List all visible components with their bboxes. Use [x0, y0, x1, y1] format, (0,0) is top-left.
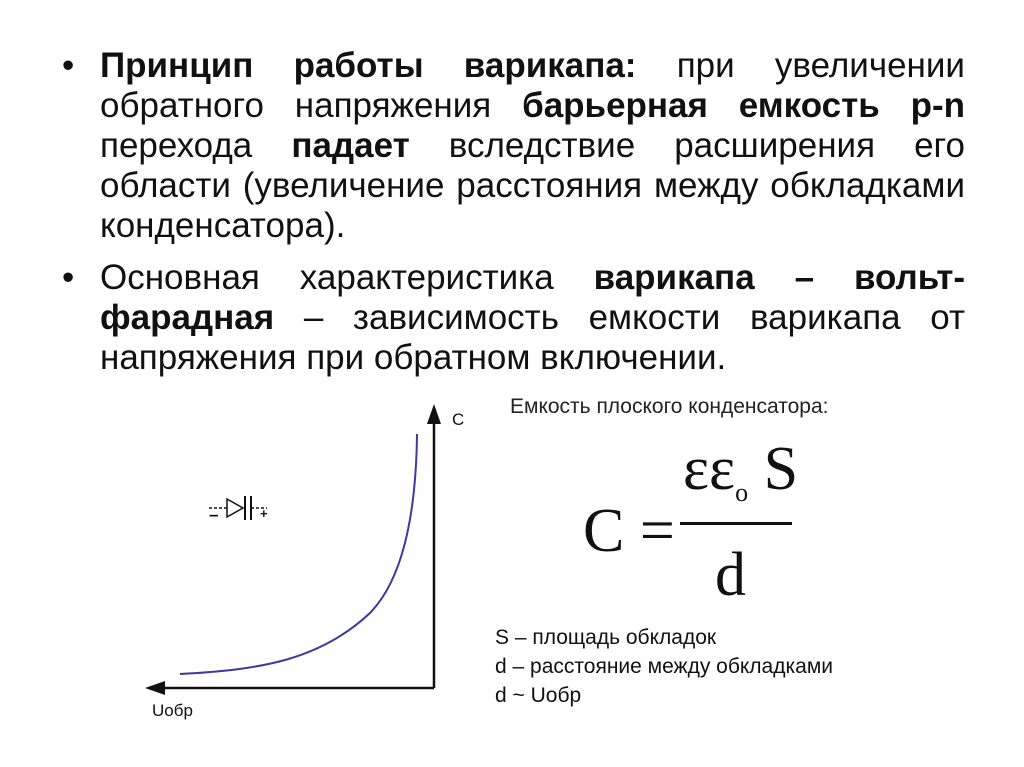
- bullet-dot: •: [62, 258, 75, 297]
- y-axis-label: C: [452, 410, 465, 429]
- y-axis-arrow-icon: [427, 404, 441, 424]
- bullet-text-part: при увеличении обратного напряжения: [100, 46, 965, 125]
- bullet-text-part: Основная характеристика: [100, 258, 594, 297]
- x-axis-label: Uобр: [152, 701, 193, 720]
- varicap-minus-sign: –: [209, 505, 219, 524]
- formula-denominator: d: [715, 541, 746, 609]
- bullet-item-characteristic: [60, 258, 965, 378]
- bullet-text-part: перехода: [100, 126, 292, 165]
- bullet-text-part: падает: [291, 126, 410, 165]
- note-line: S – площадь обкладок: [495, 626, 717, 649]
- formula-numerator-sub: o: [735, 478, 749, 507]
- bullet-text-part: вследствие расширения его области (увеличение расстояния между обкладками конденсатора).: [100, 126, 965, 245]
- formula-notes: [495, 623, 833, 710]
- note-line: d – расстояние между обкладками: [495, 655, 833, 678]
- varicap-plus-sign: +: [260, 506, 268, 521]
- bullet-text-part: барьерная емкость p-n: [522, 86, 965, 125]
- formula-numerator-tail: S: [748, 435, 799, 503]
- formula-lhs: C =: [583, 497, 675, 565]
- bullet-text-part: варикапа – вольт-фарадная: [100, 258, 965, 337]
- formula-numerator: [683, 435, 799, 507]
- capacitor-formula: [565, 430, 825, 610]
- bullet-text-part: – зависимость емкости варикапа от напряжения при обратном включении.: [100, 298, 965, 377]
- note-line: d ~ Uобр: [495, 684, 582, 707]
- bullet-list: [60, 46, 965, 390]
- x-axis-arrow-icon: [145, 681, 165, 695]
- cv-curve: [180, 434, 417, 674]
- graph-svg: [140, 398, 480, 728]
- fraction-bar: [680, 522, 792, 525]
- cv-characteristic-graph: [140, 398, 480, 728]
- varicap-symbol: [205, 488, 277, 528]
- formula-title: Емкость плоского конденсатора:: [510, 395, 829, 418]
- bullet-text-part: Принцип работы варикапа:: [100, 46, 637, 85]
- formula-numerator-main: εε: [683, 435, 736, 503]
- bullet-dot: •: [62, 46, 75, 85]
- bullet-item-principle: [60, 46, 965, 246]
